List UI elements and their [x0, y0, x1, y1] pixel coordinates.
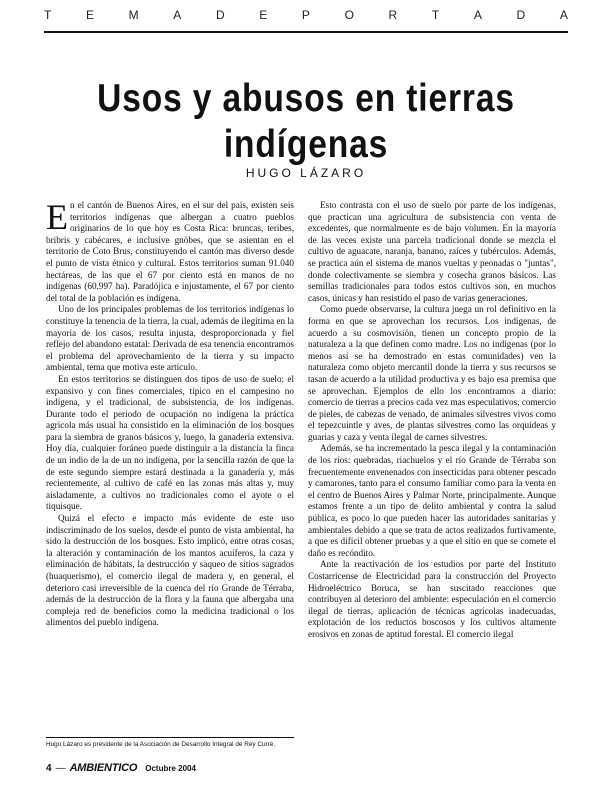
- page-footer: [46, 762, 196, 774]
- issue-date: Octubre 2004: [145, 764, 196, 773]
- article-paragraph: Uno de los principales problemas de los territorios indígenas lo constituye la tenencia de la tierra, la cual, además de ilegítima en la mayoría de los casos, resulta injusta, desproporcionada y fiel reflejo del abandono estatal: Derivada de esa tenencia encontramos el problema del aprovechamiento de la tierra y su impacto ambiental, tema que motiva este artículo.: [46, 304, 294, 373]
- author-footnote: Hugo Lázaro es presidente de la Asociación de Desarrollo Integral de Rey Curré.: [46, 741, 276, 748]
- kicker-letter: O: [344, 8, 354, 22]
- kicker-letter: A: [559, 8, 568, 22]
- article-paragraph: Además, se ha incrementado la pesca ilegal y la contaminación de los ríos: quebradas, riachuelos y el río Grande de Térraba son frecuentemente envenenados con insecticidas para obtener pescado y camarones, tanto para el consumo familiar como para la venta en el centro de Buenos Aires y Palmar Norte, principalmente. Aunque estamos frente a un tipo de delito ambiental y contra la salud pública, es poco lo que pueden hacer las autoridades sanitarias y ambientales debido a que se trata de actos realizados furtivamente, a que es difícil obtener pruebas y a que el sitio en que se comete el daño es recóndito.: [308, 443, 556, 558]
- kicker-letter: M: [128, 8, 139, 22]
- article-column-left: [46, 197, 294, 629]
- article-title: Usos y abusos en tierras indígenas: [97, 77, 515, 167]
- footnote-rule: [46, 737, 294, 738]
- kicker-letter: D: [215, 8, 225, 22]
- magazine-logo: AMBIENTICO: [69, 762, 138, 774]
- article-paragraph: Quizá el efecto e impacto más evidente de este uso indiscriminado de los suelos, desde el punto de vista ambiental, ha sido la destrucción de los bosques. Esto implicó, entre otras cosas, la alteración y contaminación de los mantos acuíferos, la caza y eliminación de hábitats, la destrucción y saqueo de sitios sagrados (huaquerismo), el comercio ilegal de madera y, en general, el deterioro casi irreversible de la cuenca del río Grande de Térraba, además de la destrucción de la flora y la fauna que albergaba una compleja red de beneficios como la medicina tradicional o los alimentos del pueblo indígena.: [46, 513, 294, 628]
- drop-cap: E: [46, 197, 68, 237]
- section-kicker: [44, 8, 568, 22]
- footer-dash: —: [55, 763, 66, 774]
- paragraph-text: n el cantón de Buenos Aires, en el sur del país, existen seis territorios indígenas que albergan a cuatro pueblos originarios de lo que hoy es Costa Rica: bruncas, teribes, bribris y cabécares, e inclusive gnöbes, que se asientan en el territorio de Coto Brus, constituyendo el cantón mas diverso desde el punto de vista étnico y cultural. Estos territorios suman 91.040 hectáreas, de las que el 67 por ciento está en manos de no indígenas (60.997 ha). Paradójica e injustamente, el 67 por ciento del total de la población es indígena.: [46, 200, 294, 303]
- kicker-letter: T: [431, 8, 440, 22]
- kicker-letter: P: [301, 8, 310, 22]
- header-rule: [44, 31, 568, 33]
- kicker-letter: E: [85, 8, 94, 22]
- article-paragraph: Esto contrasta con el uso de suelo por parte de los indígenas, que practican una agricultura de subsistencia con venta de excedentes, que normalmente es de bajo volumen. En la mayoría de las veces existe una parcela tradicional donde se mezcla el cultivo de aguacate, naranja, banano, raíces y tubérculos. Además, se practica aún el sistema de manos vueltas y peonadas o "juntas", donde colectivamente se siembra y cosecha granos básicos. Las semillas tradicionales para todos estos cultivos son, en muchos casos, únicas y han resistido el paso de varias generaciones.: [308, 200, 556, 303]
- article-paragraph: En estos territorios se distinguen dos tipos de uso de suelo: el expansivo y con fines comerciales, típico en el campesino no indígena, y el tradicional, de subsistencia, de los indígenas. Durante todo el periodo de ocupación no indígena la práctica agrícola más usual ha consistido en la eliminación de los bosques para la siembra de granos básicos y, luego, la ganadería extensiva. Hoy día, cualquier foráneo puede distinguir a la distancia la finca de un indio de la de un no indígena, por la sencilla razón de que la de este segundo siempre estará destinada a la ganadería y, más recientemente, al cultivo de café en las zonas más altas y, muy aisladamente, a cultivos no tradicionales como el ayote o el tiquisque.: [46, 373, 294, 512]
- article-column-right: [308, 200, 556, 641]
- article-paragraph: Como puede observarse, la cultura juega un rol definitivo en la forma en que se aprovechan los recursos. Los indígenas, de acuerdo a su cosmovisión, tienen un concepto propio de la naturaleza a la que definen como madre. Los no indígenas (por lo menos así se ha demostrado en estas comunidades) ven la naturaleza como objeto mercantil donde la tierra y sus recursos se tasan de acuerdo a la utilidad productiva y es bajo esa premisa que se aprovechan. Ejemplos de ello los encontramos a diario: comercio de tierras a precios cada vez mas especulativos, comercio de pieles, de cabezas de venado, de animales silvestres vivos como el tepezcuintle y aves, de plantas silvestres como las orquídeas y guarias y caza y venta ilegal de carnes silvestres.: [308, 304, 556, 442]
- kicker-letter: E: [259, 8, 268, 22]
- article-paragraph: Ante la reactivación de los estudios por parte del Instituto Costarricense de Electricidad para la construcción del Proyecto Hidroeléctrico Boruca, se han suscitado reacciones que contribuyen al deterioro del ambiente: especulación en el comercio ilegal de tierras, aplicación de técnicas agrícolas inadecuadas, explotación de los reductos boscosos y los cultivos altamente erosivos en zonas de aptitud forestal. El comercio ilegal: [308, 559, 556, 639]
- article-author: HUGO LÁZARO: [245, 166, 367, 180]
- kicker-letter: T: [44, 8, 52, 22]
- article-paragraph: [46, 197, 294, 304]
- kicker-letter: R: [388, 8, 398, 22]
- kicker-letter: A: [473, 8, 482, 22]
- page-number: 4: [46, 763, 52, 774]
- kicker-letter: D: [516, 8, 526, 22]
- kicker-letter: A: [173, 8, 182, 22]
